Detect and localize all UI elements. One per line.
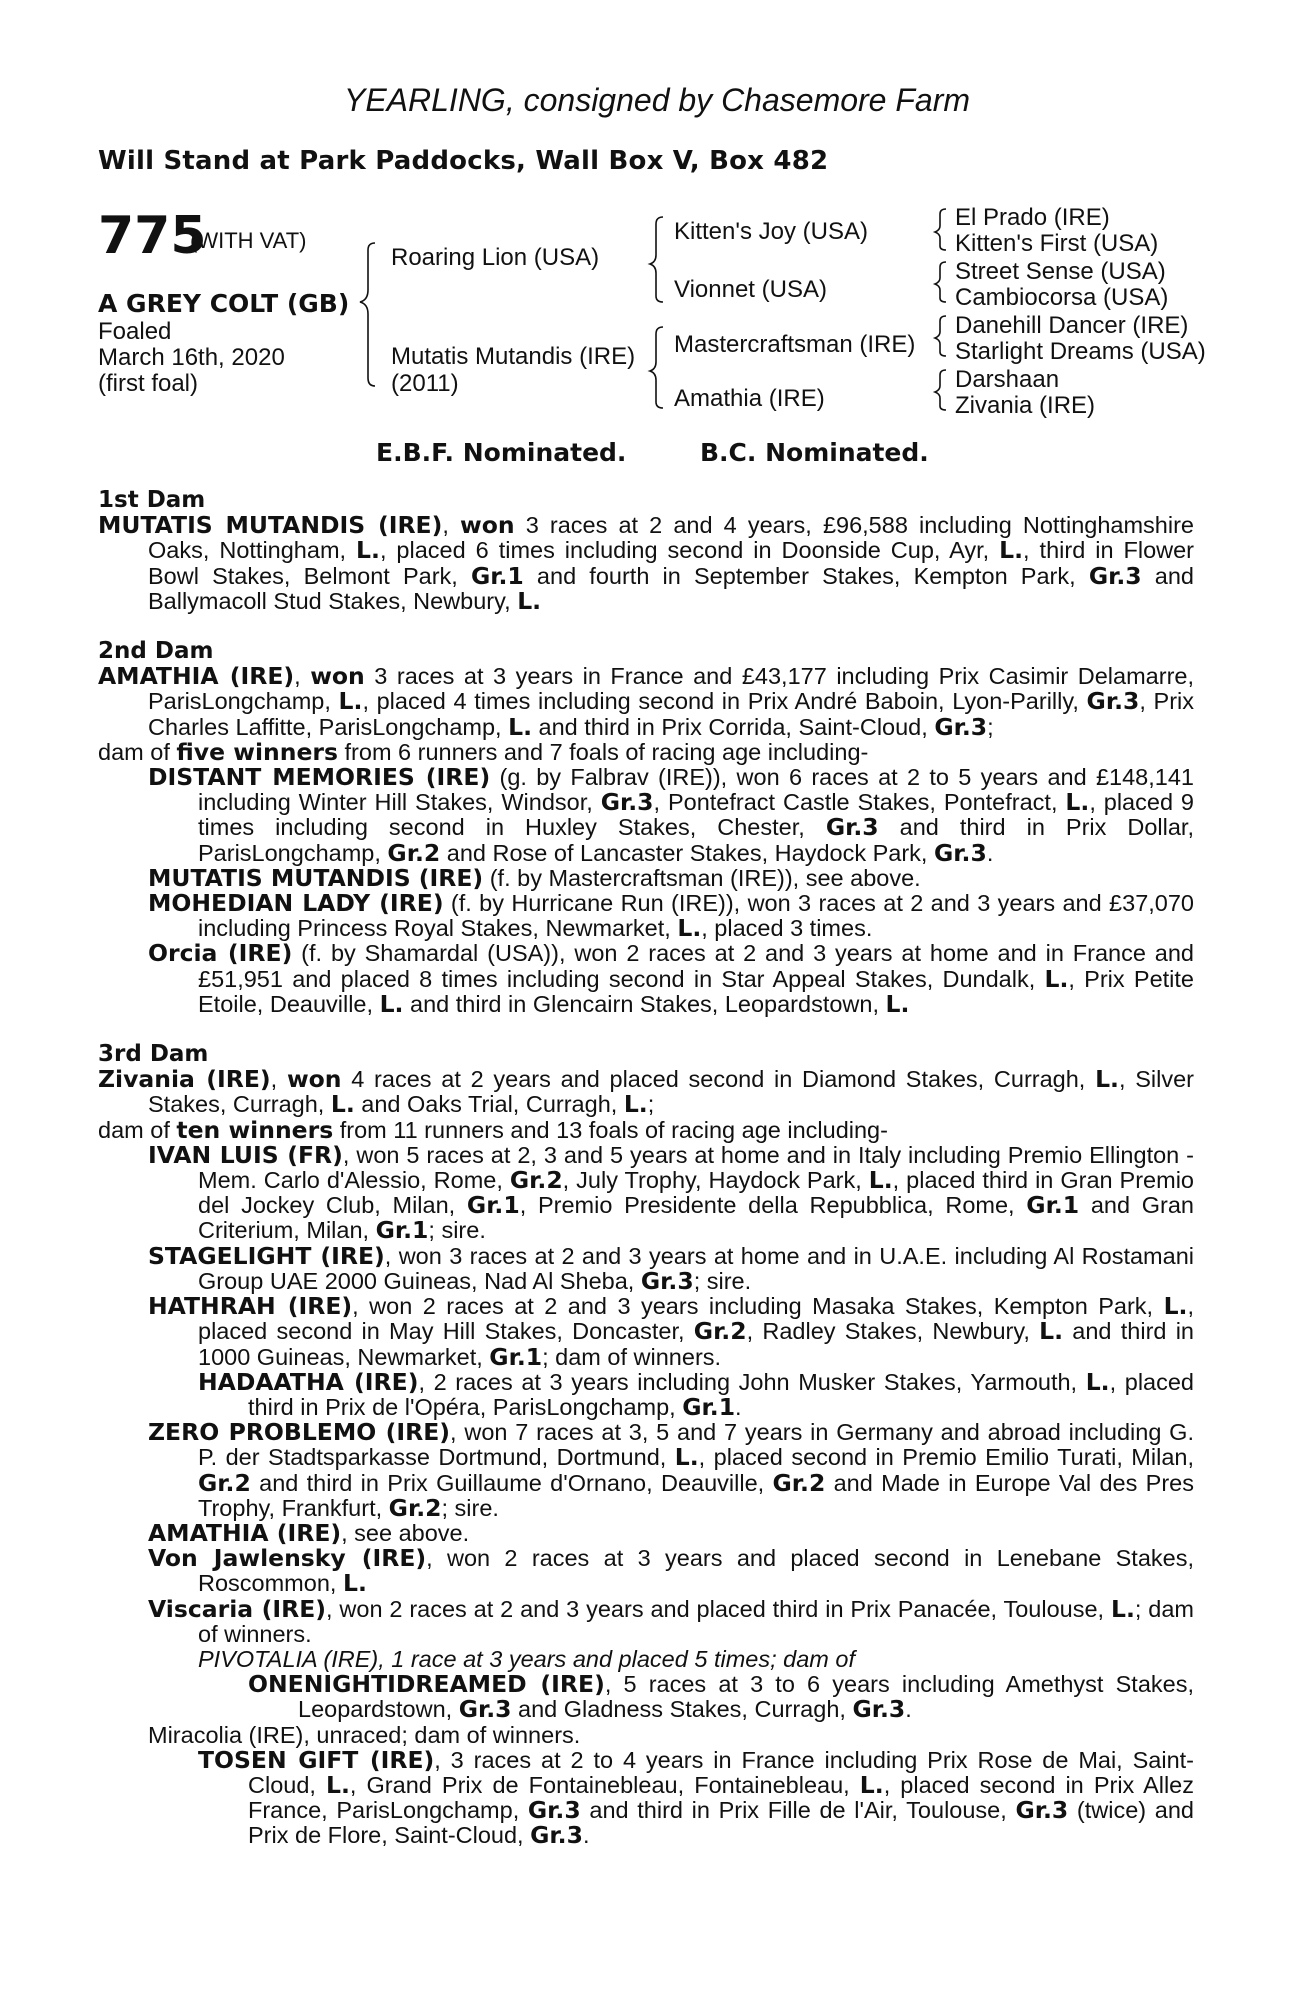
bold-text: L. [1044,964,1069,993]
produce-entry [98,891,1194,941]
bold-text: L. [338,687,363,716]
bold-text: five winners [176,737,338,766]
entry-text: , 5 races at 3 to 6 years including Amethyst Stakes, Leopardstown, [298,1671,1194,1723]
entry-text: , placed 9 times including second in Huxley Stakes, Chester, [198,789,1195,841]
entry-text: , placed second in Premio Emilio Turati, Milan, [698,1444,1194,1471]
bold-text: L. [517,586,542,615]
produce-entry [98,1241,1194,1295]
entry-text: , [270,1066,287,1093]
first-foal-note: (first foal) [98,370,199,397]
bold-text: Gr.3 [458,1695,512,1724]
produce-entry [98,863,1194,892]
dd-brace [935,370,946,410]
entry-text: . [735,1393,742,1420]
main-brace [360,243,375,386]
pedigree-sd-sire: Street Sense (USA) [955,258,1166,285]
bold-text: won [459,511,515,540]
bold-text: Gr.1 [682,1392,736,1421]
entry-text: , Grand Prix de Fontainebleau, Fontainebleau, [349,1771,860,1798]
produce-entry [98,1672,1194,1722]
entry-text: and third in Prix Guillaume d'Ornano, Deauville, [250,1469,773,1496]
section-heading: 1st Dam [98,487,206,513]
produce-entry [98,1546,1194,1596]
pedigree-dam-dam: Amathia (IRE) [674,385,825,412]
entry-text: Miracolia (IRE), unraced; dam of winners. [148,1721,581,1748]
bold-text: MOHEDIAN LADY (IRE) [148,889,444,918]
entry-text: , July Trophy, Haydock Park, [562,1167,869,1194]
entry-text: (f. by Hurricane Run (IRE)), won 3 races at 2 and 3 years and £37,070 including Princess Royal Stakes, Newmarket, [198,890,1194,942]
produce-entry [98,1367,1194,1421]
entry-text: (g. by Falbrav (IRE)), won 6 races at 2 to 5 years and £148,141 including Winter Hill Stakes, Windsor, [198,764,1194,816]
pedigree-sd-dam: Cambiocorsa (USA) [955,284,1169,311]
bold-text: ONENIGHTIDREAMED (IRE) [248,1670,605,1699]
entry-text: and Oaks Trial, Curragh, [354,1091,624,1118]
bold-text: HATHRAH (IRE) [148,1292,353,1321]
bold-text: Gr.3 [530,1821,583,1850]
bold-text: L. [1095,1065,1119,1094]
foaled-date: March 16th, 2020 [98,344,285,371]
bold-text: Gr.3 [640,1266,694,1295]
bold-text: Gr.1 [1026,1191,1080,1220]
pedigree-dam-sire: Mastercraftsman (IRE) [674,331,916,358]
consignment-title: YEARLING, consigned by Chasemore Farm [343,82,971,118]
entry-text: , third in Flower Bowl Stakes, Belmont Park, [148,537,1194,589]
entry-text: , 1 race at 3 years and placed 5 times; dam of [378,1645,855,1672]
entry-text: ; dam of winners. [198,1595,1194,1647]
pedigree-sire: Roaring Lion (USA) [391,244,600,271]
bold-text: HADAATHA (IRE) [198,1367,419,1396]
bold-text: L. [356,536,380,565]
bold-text: Gr.1 [470,561,524,590]
bold-text: Gr.1 [375,1216,429,1245]
entry-text: and third in Prix Dollar, ParisLongchamp, [198,814,1194,866]
dam-summary [98,737,1194,766]
produce-record [98,488,1194,1849]
entry-text: , [442,512,460,539]
entry-text: dam of [98,738,177,765]
bold-text: L. [1110,1594,1135,1623]
entry-text: and fourth in September Stakes, Kempton Park, [523,562,1089,589]
entry-text: , won 2 races at 2 and 3 years including Masaka Stakes, Kempton Park, [352,1293,1164,1320]
bold-text: Gr.1 [489,1342,543,1371]
bold-text: L. [1065,788,1090,817]
ebf-nomination: E.B.F. Nominated. [376,438,627,467]
bold-text: ten winners [176,1115,334,1144]
bold-text: won [286,1065,342,1094]
bold-text: Gr.3 [1088,561,1142,590]
entry-text: and Ballymacoll Stud Stakes, Newbury, [148,562,1194,614]
entry-text: , Silver Stakes, Curragh, [148,1066,1195,1118]
bold-text: ZERO PROBLEMO (IRE) [148,1418,451,1447]
bold-text: L. [342,1569,367,1598]
bold-text: Gr.2 [388,1493,442,1522]
entry-text: and third in 1000 Guineas, Newmarket, [198,1318,1194,1370]
entry-text: , placed second in May Hill Stakes, Doncaster, [198,1293,1194,1345]
bold-text: Gr.3 [1015,1796,1069,1825]
produce-entry [98,1723,1194,1748]
bold-text: AMATHIA (IRE) [98,662,295,691]
pedigree-dam-year: (2011) [391,370,459,397]
entry-text: , 2 races at 3 years including John Musker Stakes, Yarmouth, [418,1368,1086,1395]
pedigree-dd-dam: Zivania (IRE) [955,392,1096,419]
pedigree-dam: Mutatis Mutandis (IRE) [391,343,636,370]
entry-text: ; sire. [441,1494,499,1521]
pedigree-ds-dam: Starlight Dreams (USA) [955,338,1206,365]
entry-text: (f. by Mastercraftsman (IRE)), see above. [483,864,921,891]
section-heading: 2nd Dam [98,638,214,665]
bold-text: MUTATIS MUTANDIS (IRE) [98,511,443,540]
bold-text: TOSEN GIFT (IRE) [198,1745,435,1774]
produce-entry [98,1647,1194,1672]
bold-text: Gr.1 [466,1191,520,1220]
foaled-label: Foaled [98,318,172,345]
entry-text: , won 2 races at 3 years and placed second in Lenebane Stakes, Roscommon, [198,1545,1194,1597]
produce-entry [98,1518,1194,1547]
pedigree-ss-sire: El Prado (IRE) [955,204,1110,231]
entry-text: , won 7 races at 3, 5 and 7 years in Germany and abroad including G. P. der Stadtsparkasse Dortmund, Dortmund, [198,1419,1194,1471]
bold-text: Gr.2 [693,1317,747,1346]
bold-text: L. [1039,1317,1064,1346]
ds-brace [935,316,946,356]
bold-text: L. [379,989,404,1018]
entry-text: , Premio Presidente della Repubblica, Rome, [519,1192,1027,1219]
pedigree-ds-sire: Danehill Dancer (IRE) [955,312,1189,339]
entry-text: and third in Glencairn Stakes, Leopardstown, [403,990,886,1017]
bold-text: Gr.3 [1086,687,1140,716]
produce-entry [98,513,1194,614]
section-gap [98,1017,1194,1042]
entry-text: , placed third in Prix de l'Opéra, ParisLongchamp, [248,1368,1194,1420]
bold-text: Orcia (IRE) [148,939,293,968]
entry-text: . [986,839,994,866]
bold-text: L. [868,1166,893,1195]
bold-text: Zivania (IRE) [98,1065,271,1094]
entry-text: 4 races at 2 years and placed second in Diamond Stakes, Curragh, [341,1066,1096,1093]
entry-text: , placed 3 times. [701,915,873,942]
bold-text: Gr.3 [600,788,654,817]
entry-text: and Gladness Stakes, Curragh, [511,1696,853,1723]
vat-note: (WITH VAT) [190,228,307,253]
lot-number: 775 [98,206,207,266]
entry-text: and Rose of Lancaster Stakes, Haydock Park, [440,839,934,866]
entry-text: and Made in Europe Val des Pres Trophy, Frankfurt, [198,1469,1194,1521]
bc-nomination: B.C. Nominated. [700,438,929,467]
entry-text: , won 5 races at 2, 3 and 5 years at home and in Italy including Premio Ellington - Mem. Carlo d'Alessio, Rome, [198,1141,1195,1194]
dam-summary [98,1115,1194,1144]
entry-text: 3 races at 2 and 4 years, £96,588 including Nottinghamshire Oaks, Nottingham, [148,512,1194,564]
produce-entry [98,1745,1195,1850]
entry-text: ; [987,713,994,740]
stand-location: Will Stand at Park Paddocks, Wall Box V, Box 482 [98,146,829,176]
bold-text: Gr.3 [527,1796,581,1825]
bold-text: MUTATIS MUTANDIS (IRE) [148,863,484,892]
entry-text: , Prix Petite Etoile, Deauville, [198,965,1194,1017]
bold-text: won [310,662,365,691]
produce-entry [98,1420,1194,1521]
sd-brace [935,262,946,302]
entry-text: ; sire. [428,1217,486,1244]
bold-text: Gr.3 [934,838,987,867]
entry-text: , Prix Charles Laffitte, ParisLongchamp, [148,688,1194,740]
bold-text: STAGELIGHT (IRE) [148,1241,385,1270]
entry-text: (f. by Shamardal (USA)), won 2 races at 2 and 3 years at home and in France and £51,951 and placed 8 times including second in Star Appeal Stakes, Dundalk, [198,940,1194,992]
produce-entry [98,1067,1194,1117]
bold-text: IVAN LUIS (FR) [148,1140,343,1169]
bold-text: L. [859,1770,884,1799]
entry-text: dam of [98,1116,177,1143]
entry-text: ; sire. [693,1267,752,1294]
bold-text: Gr.2 [198,1468,251,1497]
bold-text: AMATHIA (IRE) [148,1518,342,1547]
produce-entry [98,941,1194,1017]
pedigree-sire-sire: Kitten's Joy (USA) [674,218,868,245]
bold-text: L. [999,536,1024,565]
ss-brace [935,209,946,250]
entry-text: , Pontefract Castle Stakes, Pontefract, [653,789,1066,816]
entry-text: , Radley Stakes, Newbury, [746,1318,1040,1345]
entry-text: and third in Prix Fille de l'Air, Toulouse, [580,1797,1016,1824]
entry-text: , placed 4 times including second in Prix André Baboin, Lyon-Parilly, [362,688,1087,715]
pedigree-ss-dam: Kitten's First (USA) [955,230,1159,257]
pedigree-sire-dam: Vionnet (USA) [674,276,827,303]
bold-text: Gr.3 [934,712,988,741]
entry-text: , see above. [341,1519,470,1546]
entry-text: . [905,1696,912,1723]
entry-text: ; dam of winners. [542,1343,722,1370]
section-heading: 3rd Dam [98,1041,209,1068]
sire-brace [650,217,663,302]
produce-entry [98,1594,1194,1647]
entry-text: , placed second in Prix Allez France, ParisLongchamp, [248,1771,1195,1824]
bold-text: Gr.2 [509,1166,563,1195]
bold-text: Gr.3 [852,1695,906,1724]
lot-description: A GREY COLT (GB) [98,289,350,318]
entry-text: from 6 runners and 7 foals of racing age including- [337,738,869,765]
entry-text: 3 races at 3 years in France and £43,177 including Prix Casimir Delamarre, ParisLongchamp, [148,663,1194,715]
produce-entry [98,1140,1195,1245]
bold-text: L. [1085,1367,1110,1396]
pedigree-dd-sire: Darshaan [955,366,1060,393]
entry-text: , placed 6 times including second in Doonside Cup, Ayr, [379,537,1000,564]
entry-text: (twice) and Prix de Flore, Saint-Cloud, [248,1797,1194,1849]
bold-text: L. [677,914,702,943]
bold-text: Viscaria (IRE) [148,1594,327,1623]
entry-text: . [582,1822,590,1849]
bold-text: L. [508,712,533,741]
bold-text: L. [674,1443,699,1472]
entry-text: , [294,663,311,690]
entry-text: , won 2 races at 2 and 3 years and placed third in Prix Panacée, Toulouse, [326,1595,1111,1622]
bold-text: Gr.2 [387,838,441,867]
bold-text: L. [1163,1292,1188,1321]
bold-text: Von Jawlensky (IRE) [148,1544,427,1573]
bold-text: L. [326,1770,350,1799]
bold-text: Gr.3 [825,813,879,842]
bold-text: DISTANT MEMORIES (IRE) [148,763,491,792]
bold-text: L. [330,1090,355,1119]
produce-entry [98,1294,1194,1370]
produce-entry [98,765,1194,866]
dam-brace [650,327,663,408]
entry-text: ; [647,1091,655,1118]
entry-text: , won 3 races at 2 and 3 years at home and in U.A.E. including Al Rostamani Group UAE 2000 Guineas, Nad Al Sheba, [198,1242,1194,1294]
produce-entry [98,664,1194,740]
entry-text: and third in Prix Corrida, Saint-Cloud, [532,713,935,740]
entry-text: from 11 runners and 13 foals of racing age including- [333,1116,888,1143]
entry-text: PIVOTALIA (IRE) [198,1645,379,1672]
entry-text: and Gran Criterium, Milan, [198,1192,1194,1244]
entry-text: , 3 races at 2 to 4 years in France including Prix Rose de Mai, Saint-Cloud, [248,1746,1194,1798]
bold-text: L. [885,989,910,1018]
section-gap [98,614,1194,639]
bold-text: Gr.2 [772,1468,826,1497]
entry-text: , placed third in Gran Premio del Jockey Club, Milan, [198,1167,1194,1219]
bold-text: L. [623,1090,648,1119]
